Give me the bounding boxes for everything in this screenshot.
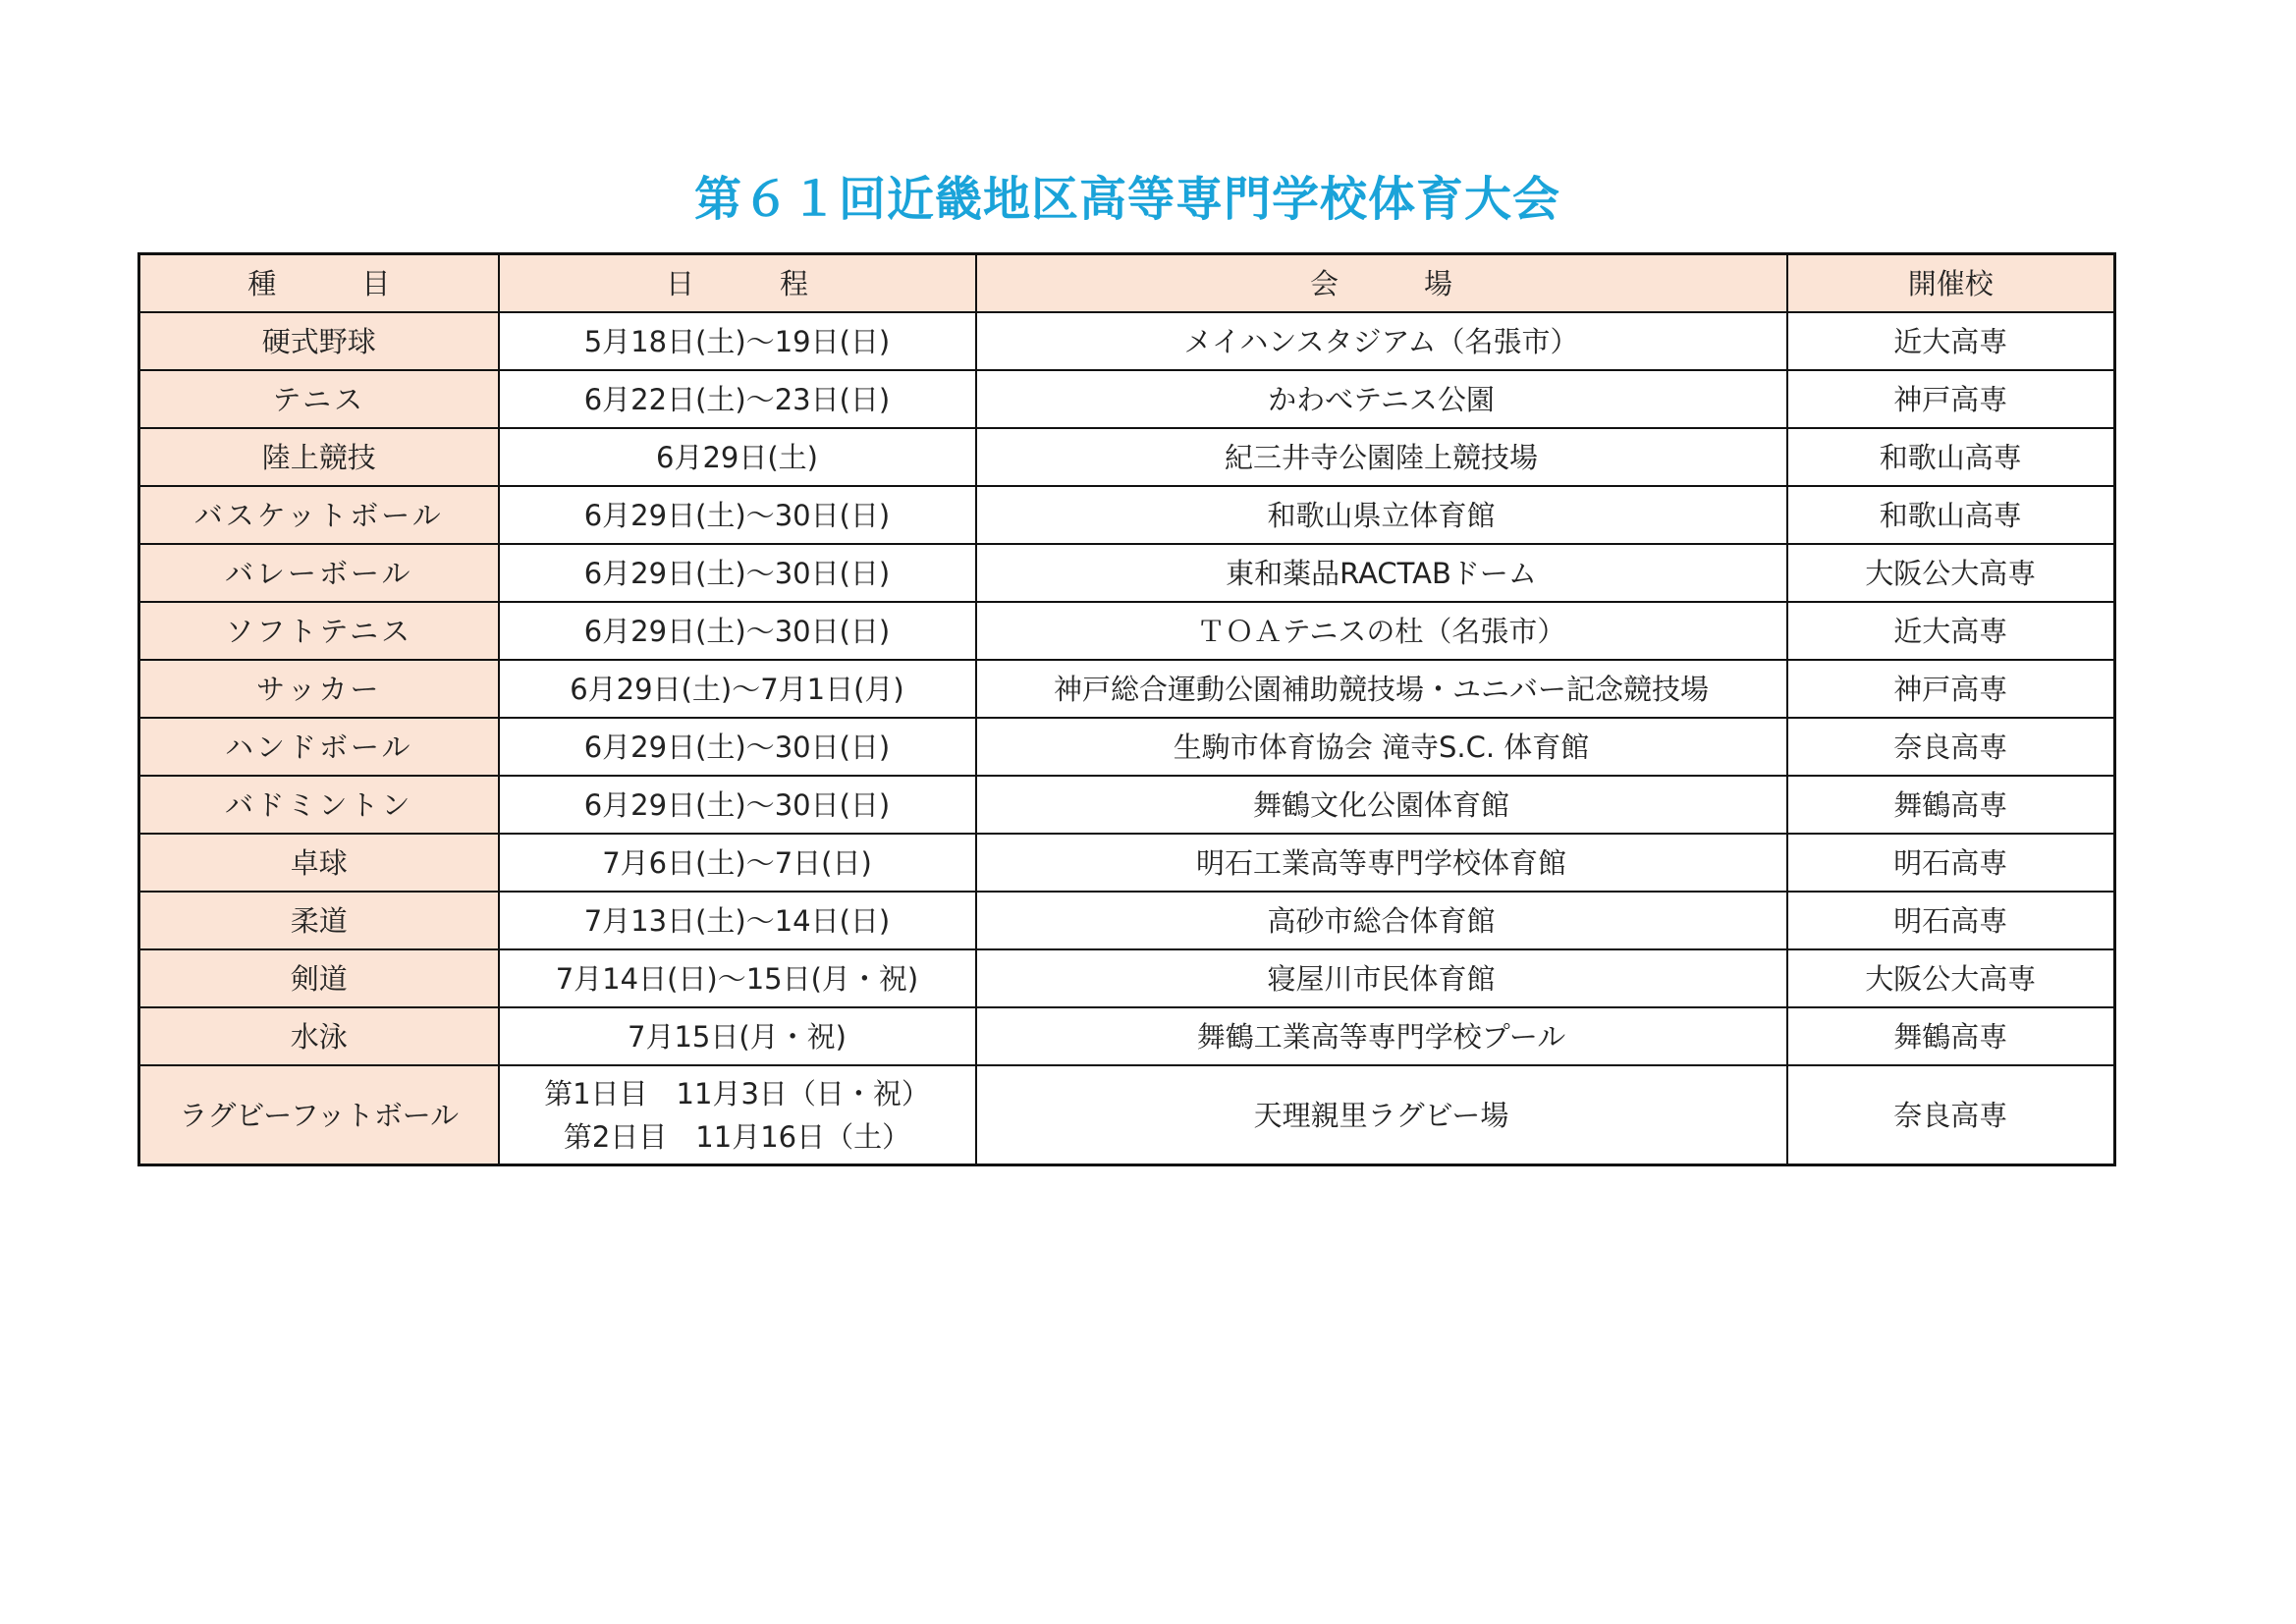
sport-cell: 剣道 [139,949,499,1007]
header-host: 開催校 [1787,254,2115,313]
venue-cell: かわべテニス公園 [976,370,1787,428]
host-cell: 奈良高専 [1787,718,2115,776]
host-cell: 明石高専 [1787,834,2115,892]
venue-cell: 寝屋川市民体育館 [976,949,1787,1007]
table-row [139,892,2115,949]
sport-cell: バレーボール [139,544,499,602]
table-row [139,1007,2115,1065]
sport-cell: バスケットボール [139,486,499,544]
schedule-cell: 6月29日(土)～7月1日(月) [499,660,976,718]
venue-cell: メイハンスタジアム（名張市） [976,312,1787,370]
schedule-cell [499,1065,976,1165]
header-venue: 会 場 [976,254,1787,313]
header-schedule: 日 程 [499,254,976,313]
venue-cell: 和歌山県立体育館 [976,486,1787,544]
sport-cell: 硬式野球 [139,312,499,370]
venue-cell: 舞鶴工業高等専門学校プール [976,1007,1787,1065]
table-row [139,718,2115,776]
table-row [139,312,2115,370]
host-cell: 和歌山高専 [1787,428,2115,486]
table-row [139,1065,2115,1165]
schedule-cell: 7月15日(月・祝) [499,1007,976,1065]
table-row [139,949,2115,1007]
venue-cell: 舞鶴文化公園体育館 [976,776,1787,834]
host-cell: 和歌山高専 [1787,486,2115,544]
sport-cell: サッカー [139,660,499,718]
host-cell: 明石高専 [1787,892,2115,949]
table-row [139,776,2115,834]
table-row [139,834,2115,892]
table-row [139,602,2115,660]
table-row [139,660,2115,718]
schedule-cell: 6月29日(土)～30日(日) [499,544,976,602]
sport-cell: バドミントン [139,776,499,834]
schedule-line-day2: 第2日目 11月16日（土） [563,1119,911,1154]
host-cell: 舞鶴高専 [1787,1007,2115,1065]
host-cell: 神戸高専 [1787,370,2115,428]
table-row [139,428,2115,486]
sport-cell: 柔道 [139,892,499,949]
venue-cell: 明石工業高等専門学校体育館 [976,834,1787,892]
schedule-line-day1: 第1日目 11月3日（日・祝） [544,1076,930,1110]
schedule-table [137,252,2116,1166]
sport-cell: ラグビーフットボール [139,1065,499,1165]
host-cell: 近大高専 [1787,312,2115,370]
schedule-cell: 6月29日(土)～30日(日) [499,602,976,660]
schedule-cell: 6月29日(土) [499,428,976,486]
host-cell: 大阪公大高専 [1787,544,2115,602]
schedule-cell: 7月13日(土)～14日(日) [499,892,976,949]
header-sport: 種 目 [139,254,499,313]
host-cell: 舞鶴高専 [1787,776,2115,834]
venue-cell: 生駒市体育協会 滝寺S.C. 体育館 [976,718,1787,776]
sport-cell: 陸上競技 [139,428,499,486]
sport-cell: テニス [139,370,499,428]
table-header-row [139,254,2115,313]
schedule-cell: 6月29日(土)～30日(日) [499,776,976,834]
schedule-cell: 5月18日(土)～19日(日) [499,312,976,370]
host-cell: 近大高専 [1787,602,2115,660]
table-row [139,544,2115,602]
host-cell: 神戸高専 [1787,660,2115,718]
venue-cell: 高砂市総合体育館 [976,892,1787,949]
venue-cell: 東和薬品RACTABドーム [976,544,1787,602]
schedule-cell: 6月29日(土)～30日(日) [499,718,976,776]
sport-cell: ソフトテニス [139,602,499,660]
schedule-cell: 6月22日(土)～23日(日) [499,370,976,428]
table-row [139,486,2115,544]
host-cell: 奈良高専 [1787,1065,2115,1165]
sport-cell: ハンドボール [139,718,499,776]
schedule-cell: 7月6日(土)～7日(日) [499,834,976,892]
venue-cell: 天理親里ラグビー場 [976,1065,1787,1165]
host-cell: 大阪公大高専 [1787,949,2115,1007]
table-row [139,370,2115,428]
venue-cell: ＴＯＡテニスの杜（名張市） [976,602,1787,660]
page-title: 第６１回近畿地区高等専門学校体育大会 [693,172,1560,227]
schedule-cell: 6月29日(土)～30日(日) [499,486,976,544]
sport-cell: 卓球 [139,834,499,892]
venue-cell: 紀三井寺公園陸上競技場 [976,428,1787,486]
schedule-cell: 7月14日(日)～15日(月・祝) [499,949,976,1007]
venue-cell: 神戸総合運動公園補助競技場・ユニバー記念競技場 [976,660,1787,718]
sport-cell: 水泳 [139,1007,499,1065]
